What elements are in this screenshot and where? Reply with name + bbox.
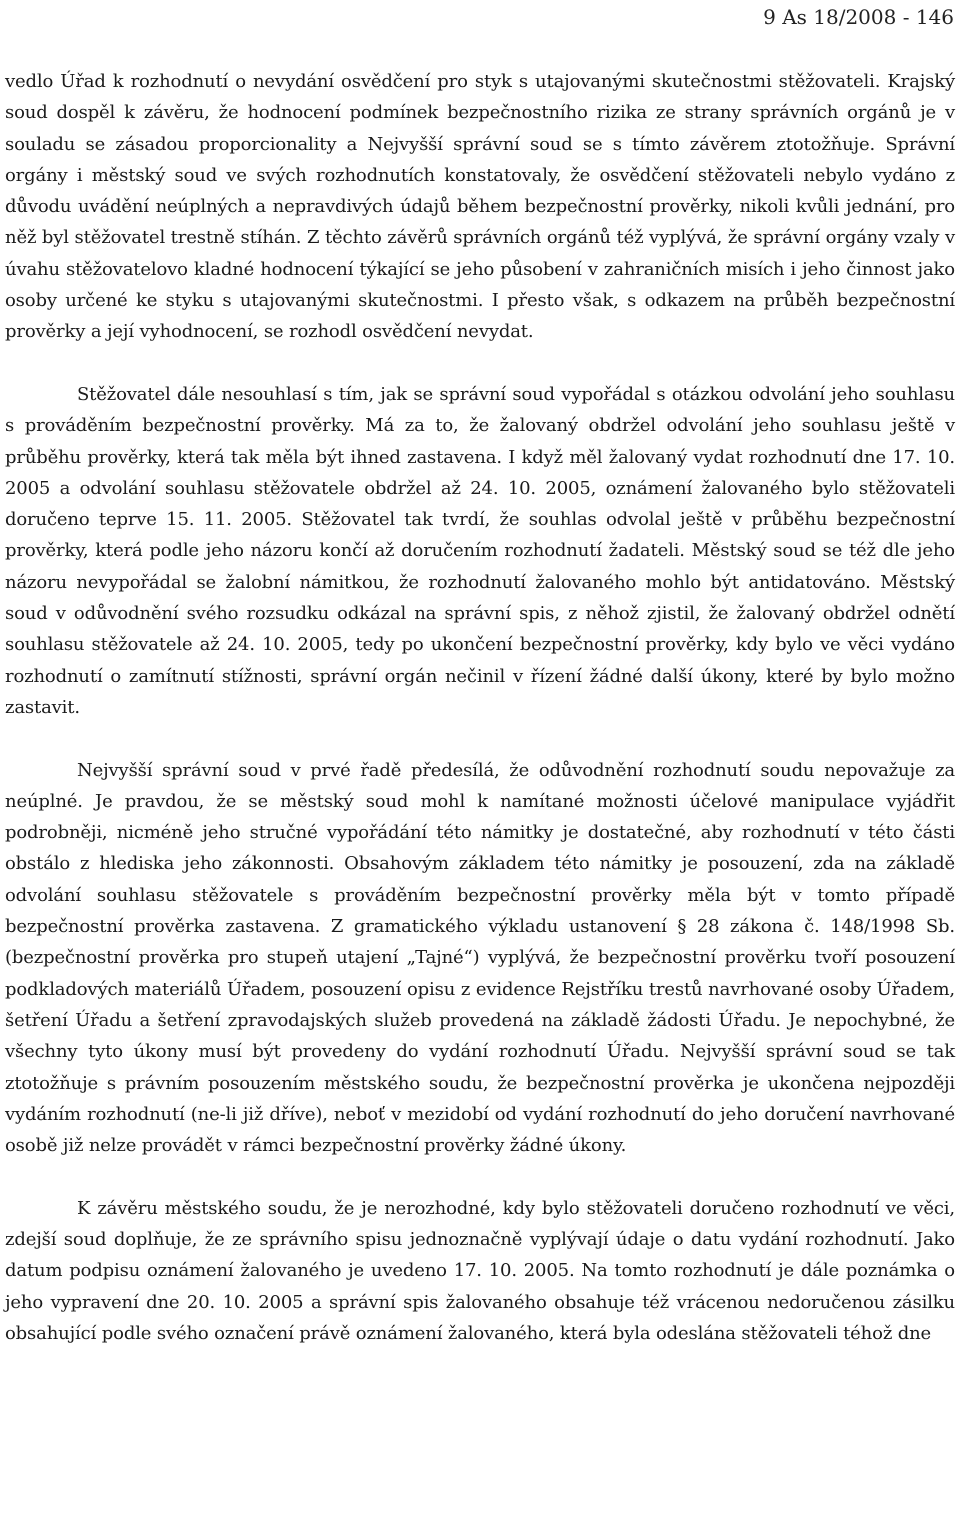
paragraph-court-assessment: Nejvyšší správní soud v prvé řadě předesílá, že odůvodnění rozhodnutí soudu nepovažuje za neúplné. Je pravdou, že se městský soud mohl k namítané možnosti účelové manipulace vyjádřit podrobněji, nicméně jeho stručné vypořádání této námitky je dostatečné, aby rozhodnutí v této části obstálo z hlediska jeho zákonnosti. Obsahovým základem této námitky je posouzení, zda na základě odvolání souhlasu stěžovatele s prováděním bezpečnostní prověrky měla být v tomto případě bezpečnostní prověrka zastavena. Z gramatického výkladu ustanovení § 28 zákona č. 148/1998 Sb. (bezpečnostní prověrka pro stupeň utajení „Tajné“) vyplývá, že bezpečnostní prověrku tvoří posouzení podkladových materiálů Úřadem, posouzení opisu z evidence Rejstříku trestů navrhované osoby Úřadem, šetření Úřadu a šetření zpravodajských služeb provedená na základě žádosti Úřadu. Je nepochybné, že všechny tyto úkony musí být provedeny do vydání rozhodnutí Úřadu. Nejvyšší správní soud se tak ztotožňuje s právním posouzením městského soudu, že bezpečnostní prověrka je ukončena nejpozději vydáním rozhodnutí (ne-li již dříve), neboť v mezidobí od vydání rozhodnutí do jeho doručení navrhované osobě již nelze provádět v rámci bezpečnostní prověrky žádné úkony. bbox=[5, 759, 955, 1157]
case-number-header: 9 As 18/2008 - 146 bbox=[763, 5, 954, 29]
document-body bbox=[5, 66, 955, 1349]
paragraph-continuation: vedlo Úřad k rozhodnutí o nevydání osvědčení pro styk s utajovanými skutečnostmi stěžovateli. Krajský soud dospěl k závěru, že hodnocení podmínek bezpečnostního rizika ze strany správních orgánů je v souladu se zásadou proporcionality a Nejvyšší správní soud se s tímto závěrem ztotožňuje. Správní orgány i městský soud ve svých rozhodnutích konstatovaly, že osvědčení stěžovateli nebylo vydáno z důvodu uvádění neúplných a nepravdivých údajů během bezpečnostní prověrky, nikoli kvůli jednání, pro něž byl stěžovatel trestně stíhán. Z těchto závěrů správních orgánů též vyplývá, že správní orgány vzaly v úvahu stěžovatelovo kladné hodnocení týkající se jeho působení v zahraničních misích i jeho činnost jako osoby určené ke styku s utajovanými skutečnostmi. I přesto však, s odkazem na průběh bezpečnostní prověrky a její vyhodnocení, se rozhodl osvědčení nevydat. bbox=[5, 71, 955, 343]
paragraph-consent-withdrawal: Stěžovatel dále nesouhlasí s tím, jak se správní soud vypořádal s otázkou odvolání jeho souhlasu s prováděním bezpečnostní prověrky. Má za to, že žalovaný obdržel odvolání jeho souhlasu ještě v průběhu prověrky, která tak měla být ihned zastavena. I když měl žalovaný vydat rozhodnutí dne 17. 10. 2005 a odvolání souhlasu stěžovatele obdržel až 24. 10. 2005, oznámení žalovaného bylo stěžovateli doručeno teprve 15. 11. 2005. Stěžovatel tak tvrdí, že souhlas odvolal ještě v průběhu bezpečnostní prověrky, která podle jeho názoru končí až doručením rozhodnutí žadateli. Městský soud se též dle jeho názoru nevypořádal se žalobní námitkou, že rozhodnutí žalovaného mohlo být antidatováno. Městský soud v odůvodnění svého rozsudku odkázal na správní spis, z něhož zjistil, že žalovaný obdržel odnětí souhlasu stěžovatele až 24. 10. 2005, tedy po ukončení bezpečnostní prověrky, kdy bylo ve věci vydáno rozhodnutí o zamítnutí stížnosti, správní orgán nečinil v řízení žádné další úkony, které by bylo možno zastavit. bbox=[5, 383, 955, 718]
paragraph-conclusion: K závěru městského soudu, že je nerozhodné, kdy bylo stěžovateli doručeno rozhodnutí ve věci, zdejší soud doplňuje, že ze správního spisu jednoznačně vyplývají údaje o datu vydání rozhodnutí. Jako datum podpisu oznámení žalovaného je uvedeno 17. 10. 2005. Na tomto rozhodnutí je dále poznámka o jeho vypravení dne 20. 10. 2005 a správní spis žalovaného obsahuje též vrácenou nedoručenou zásilku obsahující podle svého označení právě oznámení žalovaného, která byla odeslána stěžovateli téhož dne bbox=[5, 1197, 955, 1344]
